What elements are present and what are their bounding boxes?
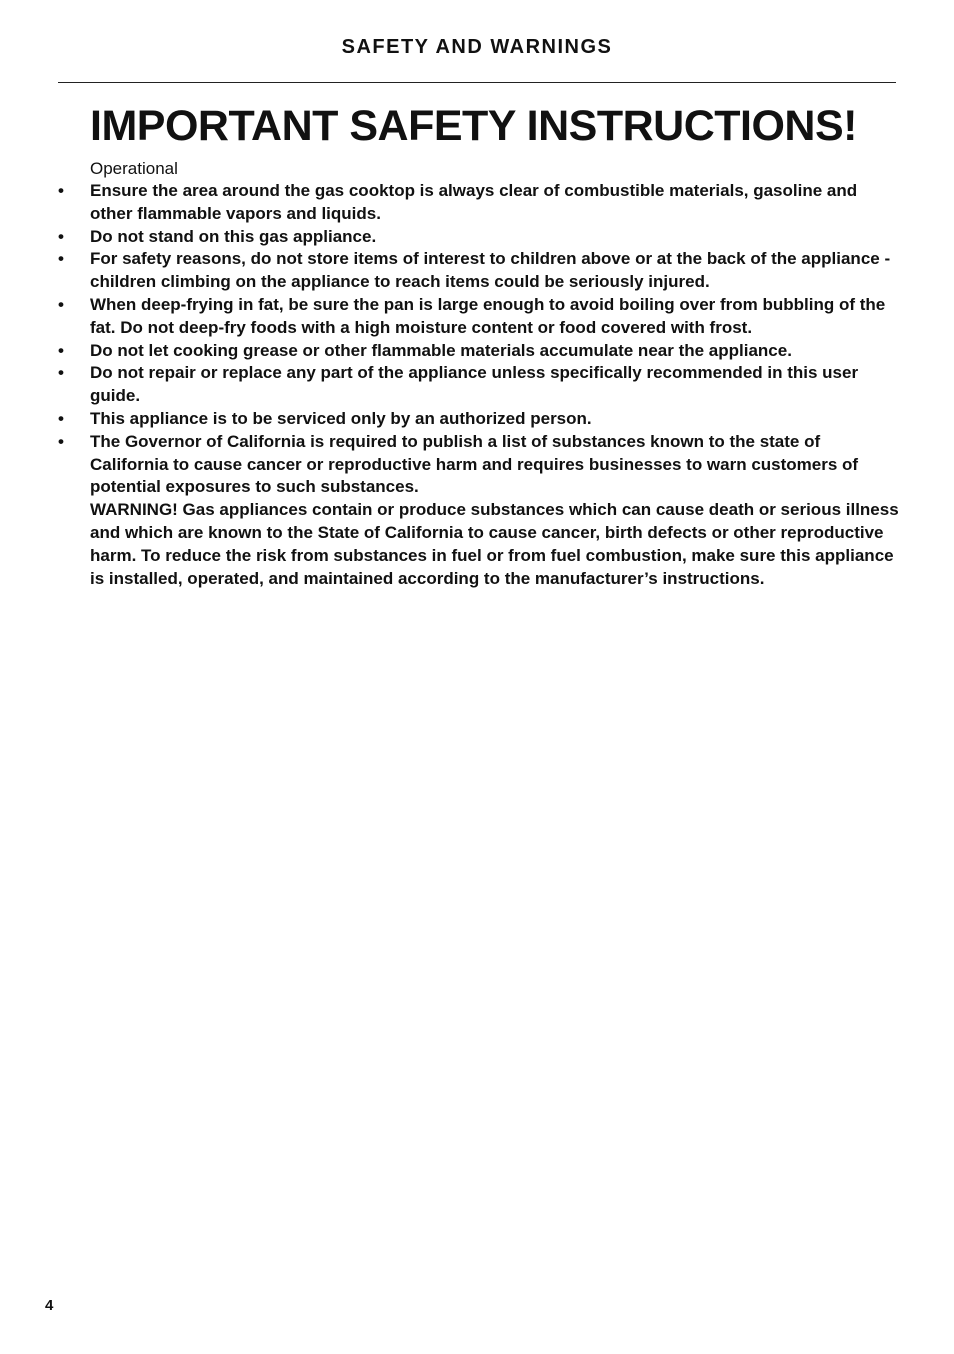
instruction-text: Do not repair or replace any part of the appliance unless specifically recommended in this user guide.	[90, 363, 859, 406]
warning-note: WARNING! Gas appliances contain or produce substances which can cause death or serious illness and which are known to the State of California to cause cancer, birth defects or other reproductive harm. To reduce the risk from substances in fuel or from fuel combustion, make sure this appliance is installed, operated, and maintained according to the manufacturer’s instructions.	[90, 500, 899, 588]
instruction-list	[0, 180, 900, 590]
bullet-icon: •	[58, 431, 64, 451]
instruction-text: For safety reasons, do not store items of interest to children above or at the back of the appliance - children climbing on the appliance to reach items could be seriously injured.	[90, 249, 891, 292]
instruction-text: The Governor of California is required to publish a list of substances known to the state of California to cause cancer or reproductive harm and requires businesses to warn customers of potential exposures to such substances.	[90, 431, 859, 497]
bullet-icon: •	[58, 340, 64, 360]
list-item	[0, 180, 900, 226]
header-divider	[58, 82, 896, 83]
page-header: SAFETY AND WARNINGS	[341, 36, 613, 58]
list-item	[0, 362, 900, 408]
bullet-icon: •	[58, 294, 64, 314]
bullet-icon: •	[58, 249, 64, 269]
instruction-text: Do not stand on this gas appliance.	[90, 226, 377, 246]
bullet-icon: •	[58, 408, 64, 428]
list-item	[0, 248, 900, 294]
bullet-icon: •	[58, 181, 64, 200]
bullet-icon: •	[58, 226, 64, 246]
bullet-icon: •	[58, 363, 64, 383]
instruction-text: When deep-frying in fat, be sure the pan is large enough to avoid boiling over from bubbling of the fat. Do not deep-fry foods with a high moisture content or food covered with frost.	[90, 294, 886, 337]
list-item	[0, 431, 900, 591]
list-item	[0, 226, 900, 249]
page-number: 4	[45, 1297, 54, 1314]
instruction-text: Ensure the area around the gas cooktop is always clear of combustible materials, gasoline and other flammable vapors and liquids.	[90, 181, 858, 223]
page-title: IMPORTANT SAFETY INSTRUCTIONS!	[90, 102, 857, 150]
list-item	[0, 340, 900, 363]
list-item	[0, 408, 900, 431]
list-item	[0, 294, 900, 340]
instruction-text: Do not let cooking grease or other flammable materials accumulate near the appliance.	[90, 340, 792, 360]
instruction-text: This appliance is to be serviced only by an authorized person.	[90, 408, 592, 428]
section-label: Operational	[90, 159, 178, 178]
